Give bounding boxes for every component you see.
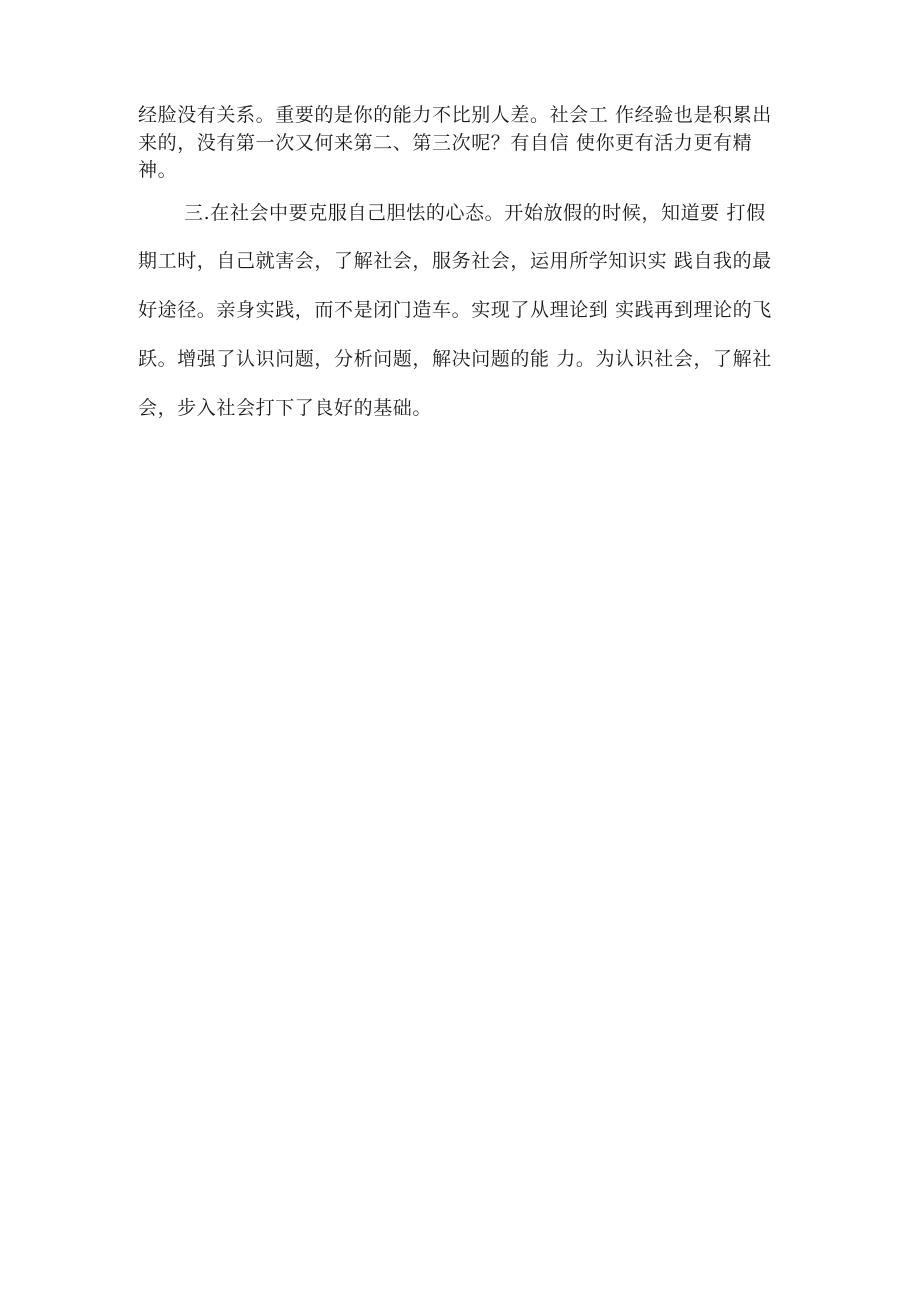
text-line: 来的，没有第一次又何来第二、第三次呢？有自信 使你更有活力更有精: [138, 132, 753, 154]
text-line: 神。: [138, 159, 178, 181]
text-line: 三.在社会中要克服自己胆怯的心态。开始放假的时候，知道要 打假: [184, 202, 766, 224]
text-line: 会，步入社会打下了良好的基础。: [138, 397, 433, 419]
text-line: 跃。增强了认识问题，分析问题，解决问题的能 力。为认识社会，了解社: [138, 348, 772, 370]
text-line: 好途径。亲身实践，而不是闭门造车。实现了从理论到 实践再到理论的飞: [138, 299, 772, 321]
text-line: 经脸没有关系。重要的是你的能力不比别人差。社会工 作经验也是积累出: [138, 104, 772, 126]
text-line: 期工时，自己就害会，了解社会，服务社会，运用所学知识实 践自我的最: [138, 250, 772, 272]
